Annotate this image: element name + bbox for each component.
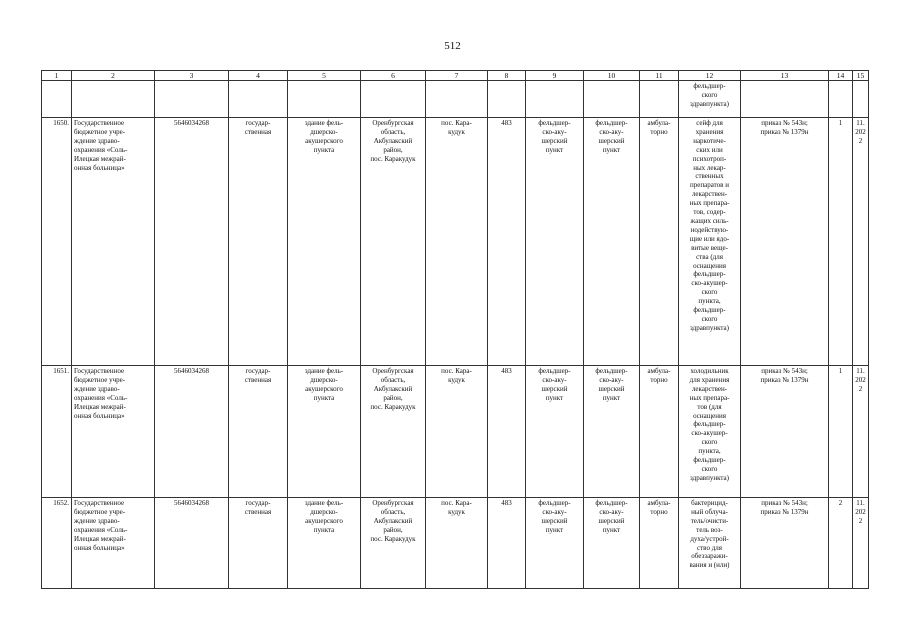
- row-number: 1651.: [42, 366, 72, 498]
- column-header: 6: [361, 71, 426, 81]
- table-cell: [853, 81, 869, 118]
- building: здание фель- дшерско- акушерского пункта: [288, 118, 361, 366]
- equipment: сейф для хранения наркотиче- ских или психотроп- ных лекар- ственных препаратов и лекарствен- ных препара- тов, содер- жащих силь- нодействую- щие или ядо- витые веще- ства (для оснащения фельдшер- ско-акушер- ского пункта, фельдшер- ского здравпункта): [679, 118, 741, 366]
- date: 11.2022: [853, 366, 869, 498]
- ownership: государ- ственная: [229, 118, 288, 366]
- continuation-text: фельдшер- ского здравпункта): [679, 81, 741, 118]
- care-type: амбула- торно: [640, 118, 679, 366]
- order: приказ № 543н; приказ № 1379н: [741, 498, 829, 589]
- registry-table: [41, 70, 869, 589]
- table-cell: [640, 81, 679, 118]
- column-header: 13: [741, 71, 829, 81]
- table-cell: [526, 81, 584, 118]
- settlement: пос. Кара- кудук: [426, 118, 488, 366]
- table-cell: [426, 81, 488, 118]
- address: Оренбургская область, Акбулакский район, пос. Каракудук: [361, 498, 426, 589]
- column-header: 4: [229, 71, 288, 81]
- care-type: амбула- торно: [640, 498, 679, 589]
- date: 11.2022: [853, 118, 869, 366]
- column-header: 10: [584, 71, 640, 81]
- code: 483: [488, 498, 526, 589]
- inn: 5646034268: [155, 498, 229, 589]
- settlement: пос. Кара- кудук: [426, 366, 488, 498]
- column-header: 15: [853, 71, 869, 81]
- code: 483: [488, 118, 526, 366]
- table-cell: [42, 81, 72, 118]
- table-cell: [584, 81, 640, 118]
- row-number: 1652.: [42, 498, 72, 589]
- organization-name: Государственное бюджетное учре- ждение здраво- охранения «Соль- Илецкая межрай- онная больница»: [72, 366, 155, 498]
- column-header: 9: [526, 71, 584, 81]
- date: 11.2022: [853, 498, 869, 589]
- address: Оренбургская область, Акбулакский район, пос. Каракудук: [361, 118, 426, 366]
- table-cell: [829, 81, 853, 118]
- table-cell: [72, 81, 155, 118]
- table-cell: [741, 81, 829, 118]
- equipment: бактерицид- ный облуча- тель/очисти- тель воз- духа/устрой- ство для обеззаражи- вания и (или): [679, 498, 741, 589]
- table-cell: [488, 81, 526, 118]
- unit: фельдшер- ско-аку- шерский пункт: [526, 118, 584, 366]
- order: приказ № 543н; приказ № 1379н: [741, 366, 829, 498]
- organization-name: Государственное бюджетное учре- ждение здраво- охранения «Соль- Илецкая межрай- онная больница»: [72, 498, 155, 589]
- quantity: 1: [829, 366, 853, 498]
- column-header: 2: [72, 71, 155, 81]
- equipment: холодильник для хранения лекарствен- ных препара- тов (для оснащения фельдшер- ско-акушер- ского пункта, фельдшер- ского здравпункта): [679, 366, 741, 498]
- table-cell: [155, 81, 229, 118]
- inn: 5646034268: [155, 366, 229, 498]
- column-header: 1: [42, 71, 72, 81]
- column-number-row: [42, 71, 869, 81]
- unit: фельдшер- ско-аку- шерский пункт: [526, 366, 584, 498]
- table-row: [42, 498, 869, 589]
- ownership: государ- ственная: [229, 498, 288, 589]
- unit-2: фельдшер- ско-аку- шерский пункт: [584, 118, 640, 366]
- organization-name: Государственное бюджетное учре- ждение здраво- охранения «Соль- Илецкая межрай- онная больница»: [72, 118, 155, 366]
- table-row: [42, 366, 869, 498]
- table-cell: [288, 81, 361, 118]
- care-type: амбула- торно: [640, 366, 679, 498]
- unit: фельдшер- ско-аку- шерский пункт: [526, 498, 584, 589]
- settlement: пос. Кара- кудук: [426, 498, 488, 589]
- ownership: государ- ственная: [229, 366, 288, 498]
- table-cell: [229, 81, 288, 118]
- page-number: 512: [444, 40, 461, 52]
- building: здание фель- дшерско- акушерского пункта: [288, 366, 361, 498]
- quantity: 1: [829, 118, 853, 366]
- column-header: 11: [640, 71, 679, 81]
- column-header: 14: [829, 71, 853, 81]
- table-row: [42, 118, 869, 366]
- unit-2: фельдшер- ско-аку- шерский пункт: [584, 498, 640, 589]
- building: здание фель- дшерско- акушерского пункта: [288, 498, 361, 589]
- column-header: 7: [426, 71, 488, 81]
- column-header: 12: [679, 71, 741, 81]
- continuation-row: [42, 81, 869, 118]
- unit-2: фельдшер- ско-аку- шерский пункт: [584, 366, 640, 498]
- column-header: 3: [155, 71, 229, 81]
- table-cell: [361, 81, 426, 118]
- row-number: 1650.: [42, 118, 72, 366]
- order: приказ № 543н; приказ № 1379н: [741, 118, 829, 366]
- column-header: 8: [488, 71, 526, 81]
- inn: 5646034268: [155, 118, 229, 366]
- column-header: 5: [288, 71, 361, 81]
- address: Оренбургская область, Акбулакский район, пос. Каракудук: [361, 366, 426, 498]
- quantity: 2: [829, 498, 853, 589]
- code: 483: [488, 366, 526, 498]
